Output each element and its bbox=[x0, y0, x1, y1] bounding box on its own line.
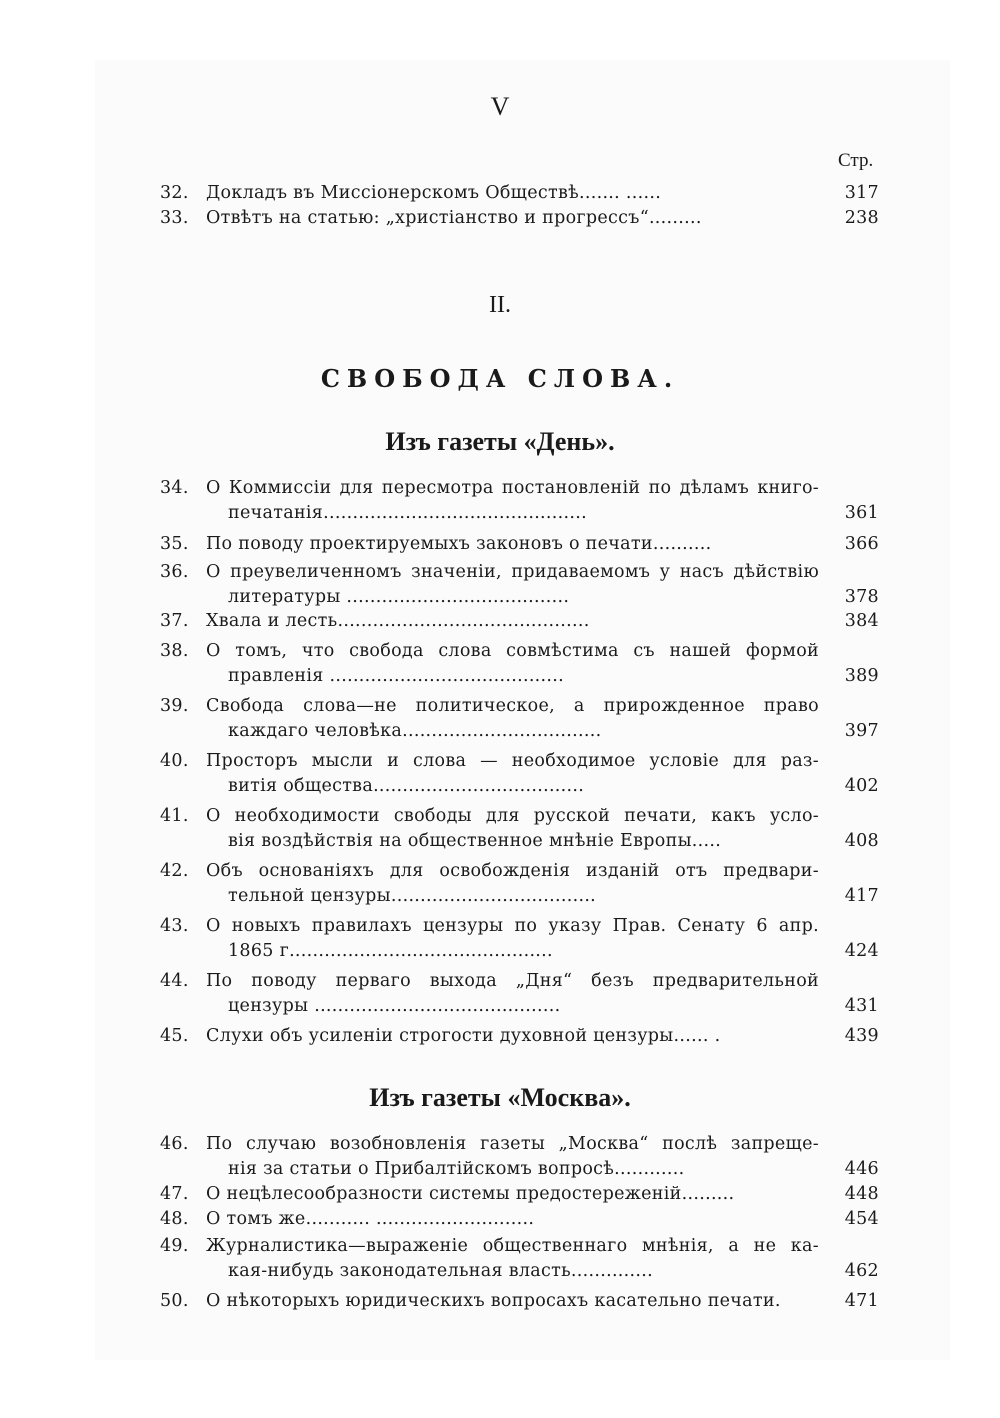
toc-entry bbox=[160, 1132, 885, 1182]
entry-number: 34. bbox=[160, 478, 189, 498]
entry-title-cont: литературы ...................................... bbox=[228, 587, 570, 607]
entry-number: 48. bbox=[160, 1209, 189, 1229]
entry-title: О нецѣлесообразности системы предостереженій......... bbox=[206, 1184, 735, 1204]
entry-title: О необходимости свободы для русской печати, какъ усло- bbox=[206, 806, 819, 826]
entry-number: 37. bbox=[160, 611, 189, 631]
toc-entry bbox=[160, 1207, 885, 1232]
entry-page: 378 bbox=[844, 587, 879, 607]
entry-page: 408 bbox=[844, 831, 879, 851]
toc-entry bbox=[160, 914, 885, 964]
entry-number: 43. bbox=[160, 916, 189, 936]
entry-number: 44. bbox=[160, 971, 189, 991]
entry-number: 41. bbox=[160, 806, 189, 826]
entry-page: 431 bbox=[844, 996, 879, 1016]
toc-entry bbox=[160, 1234, 885, 1284]
entry-number: 42. bbox=[160, 861, 189, 881]
toc-entry bbox=[160, 1289, 885, 1314]
toc-entry bbox=[160, 694, 885, 744]
entry-number: 40. bbox=[160, 751, 189, 771]
entry-page: 439 bbox=[844, 1026, 879, 1046]
entry-title-cont: 1865 г............................................. bbox=[228, 941, 553, 961]
toc-entry bbox=[160, 804, 885, 854]
toc-entry bbox=[160, 609, 885, 634]
entry-page: 462 bbox=[844, 1261, 879, 1281]
toc-entry bbox=[160, 859, 885, 909]
entry-number: 50. bbox=[160, 1291, 189, 1311]
entry-number: 46. bbox=[160, 1134, 189, 1154]
pages-column-label: Стр. bbox=[838, 150, 874, 171]
entry-page: 317 bbox=[844, 183, 879, 203]
entry-title-cont: нія за статьи о Прибалтійскомъ вопросѣ............ bbox=[228, 1159, 685, 1179]
entry-number: 47. bbox=[160, 1184, 189, 1204]
entry-title: Просторъ мысли и слова — необходимое условіе для раз- bbox=[206, 751, 819, 771]
entry-page: 397 bbox=[844, 721, 879, 741]
entry-page: 454 bbox=[844, 1209, 879, 1229]
section-heading-den: Изъ газеты «День». bbox=[385, 427, 615, 456]
toc-entry bbox=[160, 749, 885, 799]
entry-page: 389 bbox=[844, 666, 879, 686]
entry-title: О преувеличенномъ значеніи, придаваемомъ у насъ дѣйствію bbox=[206, 562, 819, 582]
entry-title: О нѣкоторыхъ юридическихъ вопросахъ касательно печати. bbox=[206, 1291, 781, 1311]
entry-title: Слухи объ усиленіи строгости духовной цензуры...... . bbox=[206, 1026, 721, 1046]
toc-entry bbox=[160, 181, 885, 206]
entry-title-cont: витія общества.................................... bbox=[228, 776, 585, 796]
page-number: V bbox=[490, 92, 510, 121]
entry-page: 446 bbox=[844, 1159, 879, 1179]
entry-page: 361 bbox=[844, 503, 879, 523]
toc-entry bbox=[160, 1182, 885, 1207]
entry-title: О томъ, что свобода слова совмѣстима съ нашей формой bbox=[206, 641, 819, 661]
entry-page: 366 bbox=[844, 534, 879, 554]
entry-title-cont: цензуры .......................................... bbox=[228, 996, 561, 1016]
entry-number: 38. bbox=[160, 641, 189, 661]
entry-title-cont: правленія ........................................ bbox=[228, 666, 564, 686]
entry-number: 33. bbox=[160, 208, 189, 228]
entry-page: 417 bbox=[844, 886, 879, 906]
entry-page: 238 bbox=[844, 208, 879, 228]
toc-entry bbox=[160, 639, 885, 689]
entry-title: Отвѣтъ на статью: „христіанство и прогрессъ“......... bbox=[206, 208, 702, 228]
entry-number: 32. bbox=[160, 183, 189, 203]
entry-number: 36. bbox=[160, 562, 189, 582]
entry-page: 384 bbox=[844, 611, 879, 631]
entry-title-cont: каждаго человѣка.................................. bbox=[228, 721, 602, 741]
entry-title: Хвала и лесть........................................... bbox=[206, 611, 590, 631]
toc-entry bbox=[160, 206, 885, 231]
toc-entry bbox=[160, 1024, 885, 1049]
entry-title: Объ основаніяхъ для освобожденія изданій отъ предвари- bbox=[206, 861, 819, 881]
entry-number: 39. bbox=[160, 696, 189, 716]
entry-title: Докладъ въ Миссіонерскомъ Обществѣ....... ...... bbox=[206, 183, 662, 203]
part-numeral: II. bbox=[489, 292, 511, 318]
entry-page: 448 bbox=[844, 1184, 879, 1204]
entry-title: О томъ же........... ........................... bbox=[206, 1209, 535, 1229]
entry-title-cont: тельной цензуры................................... bbox=[228, 886, 597, 906]
entry-number: 35. bbox=[160, 534, 189, 554]
toc-entry bbox=[160, 476, 885, 526]
entry-title: По случаю возобновленія газеты „Москва“ послѣ запреще- bbox=[206, 1134, 819, 1154]
part-title: СВОБОДА СЛОВА. bbox=[320, 364, 680, 393]
entry-page: 424 bbox=[844, 941, 879, 961]
toc-entry bbox=[160, 969, 885, 1019]
entry-number: 49. bbox=[160, 1236, 189, 1256]
entry-page: 471 bbox=[844, 1291, 879, 1311]
entry-title: По поводу проектируемыхъ законовъ о печати.......... bbox=[206, 534, 712, 554]
entry-title-cont: кая-нибудь законодательная власть.............. bbox=[228, 1261, 653, 1281]
entry-number: 45. bbox=[160, 1026, 189, 1046]
entry-title-cont: вія воздѣйствія на общественное мнѣніе Европы..... bbox=[228, 831, 722, 851]
entry-title-cont: печатанія............................................. bbox=[228, 503, 587, 523]
entry-title: По поводу перваго выхода „Дня“ безъ предварительной bbox=[206, 971, 819, 991]
entry-title: О новыхъ правилахъ цензуры по указу Прав. Сенату 6 апр. bbox=[206, 916, 819, 936]
toc-entry bbox=[160, 532, 885, 557]
toc-entry bbox=[160, 560, 885, 610]
entry-title: О Коммиссіи для пересмотра постановленій по дѣламъ книго- bbox=[206, 478, 819, 498]
entry-page: 402 bbox=[844, 776, 879, 796]
section-heading-moskva: Изъ газеты «Москва». bbox=[369, 1083, 631, 1112]
entry-title: Журналистика—выраженіе общественнаго мнѣнія, а не ка- bbox=[206, 1236, 819, 1256]
entry-title: Свобода слова—не политическое, а прирожденное право bbox=[206, 696, 819, 716]
